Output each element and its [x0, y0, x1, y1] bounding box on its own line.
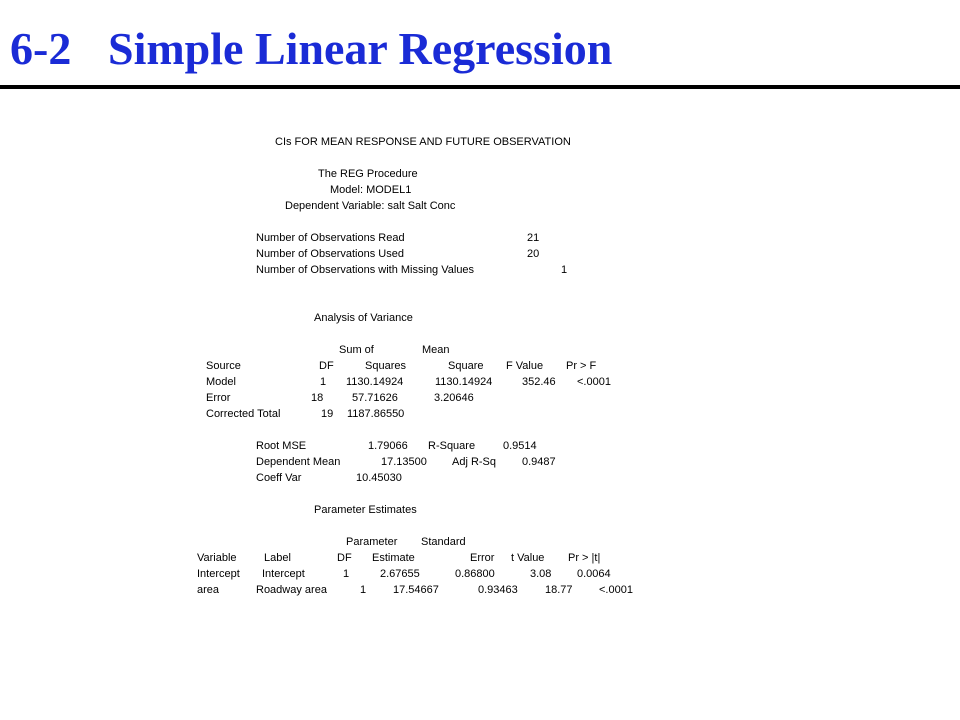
params-header-standard: Standard — [421, 536, 466, 548]
anova-row-model-source: Model — [206, 376, 236, 388]
anova-row-model-df: 1 — [320, 376, 327, 388]
obs-read-value: 21 — [527, 232, 540, 244]
params-row-intercept-estimate: 2.67655 — [380, 568, 420, 580]
anova-row-total-ss: 1187.86550 — [347, 408, 405, 420]
params-row-intercept-error: 0.86800 — [455, 568, 495, 580]
anova-row-model-p: <.0001 — [577, 376, 611, 388]
params-header-parameter: Parameter — [346, 536, 398, 548]
anova-row-error-ss: 57.71626 — [352, 392, 398, 404]
anova-header-mean: Mean — [422, 344, 450, 356]
anova-row-total-source: Corrected Total — [206, 408, 281, 420]
title-divider — [0, 85, 960, 89]
params-row-area-variable: area — [197, 584, 220, 596]
params-row-area-estimate: 17.54667 — [393, 584, 439, 596]
fit-rootmse-value: 1.79066 — [368, 440, 408, 452]
slide-number: 6-2 — [10, 23, 72, 74]
anova-row-model-ms: 1130.14924 — [435, 376, 493, 388]
params-col-label: Label — [264, 552, 291, 564]
dependent-variable: Dependent Variable: salt Salt Conc — [285, 200, 456, 212]
anova-row-error-ms: 3.20646 — [434, 392, 474, 404]
fit-depmean-label: Dependent Mean — [256, 456, 341, 468]
params-row-intercept-label: Intercept — [262, 568, 305, 580]
params-col-estimate: Estimate — [372, 552, 415, 564]
params-col-prt: Pr > |t| — [568, 552, 601, 564]
obs-used-value: 20 — [527, 248, 540, 260]
anova-col-fvalue: F Value — [506, 360, 544, 372]
params-row-intercept-df: 1 — [343, 568, 350, 580]
fit-coeffvar-value: 10.45030 — [356, 472, 402, 484]
obs-missing-label: Number of Observations with Missing Values — [256, 264, 475, 276]
anova-col-source: Source — [206, 360, 241, 372]
fit-rsquare-label: R-Square — [428, 440, 476, 452]
anova-col-df: DF — [319, 360, 334, 372]
params-col-tvalue: t Value — [511, 552, 545, 564]
procedure-name: The REG Procedure — [318, 168, 418, 180]
anova-row-total-df: 19 — [321, 408, 334, 420]
anova-col-squares: Squares — [365, 360, 406, 372]
params-row-area-t: 18.77 — [545, 584, 573, 596]
params-row-area-df: 1 — [360, 584, 367, 596]
anova-col-prf: Pr > F — [566, 360, 597, 372]
fit-rootmse-label: Root MSE — [256, 440, 307, 452]
anova-row-model-ss: 1130.14924 — [346, 376, 404, 388]
params-col-df: DF — [337, 552, 352, 564]
fit-rsquare-value: 0.9514 — [503, 440, 537, 452]
params-title: Parameter Estimates — [314, 504, 417, 516]
params-row-intercept-t: 3.08 — [530, 568, 552, 580]
obs-missing-value: 1 — [561, 264, 568, 276]
slide-title-text: Simple Linear Regression — [108, 23, 613, 74]
slide-title — [10, 24, 612, 74]
anova-header-sumof: Sum of — [339, 344, 374, 356]
fit-depmean-value: 17.13500 — [381, 456, 427, 468]
anova-row-error-source: Error — [206, 392, 231, 404]
anova-title: Analysis of Variance — [314, 312, 413, 324]
anova-col-square: Square — [448, 360, 484, 372]
model-name: Model: MODEL1 — [330, 184, 412, 196]
params-row-intercept-p: 0.0064 — [577, 568, 611, 580]
params-col-error: Error — [470, 552, 495, 564]
obs-read-label: Number of Observations Read — [256, 232, 405, 244]
params-row-area-p: <.0001 — [599, 584, 633, 596]
params-col-variable: Variable — [197, 552, 237, 564]
fit-adjrsq-label: Adj R-Sq — [452, 456, 497, 468]
params-row-area-label: Roadway area — [256, 584, 327, 596]
fit-coeffvar-label: Coeff Var — [256, 472, 302, 484]
anova-row-error-df: 18 — [311, 392, 324, 404]
fit-adjrsq-value: 0.9487 — [522, 456, 556, 468]
anova-row-model-f: 352.46 — [522, 376, 556, 388]
output-heading: CIs FOR MEAN RESPONSE AND FUTURE OBSERVATION — [275, 136, 571, 148]
params-row-area-error: 0.93463 — [478, 584, 518, 596]
params-row-intercept-variable: Intercept — [197, 568, 240, 580]
obs-used-label: Number of Observations Used — [256, 248, 404, 260]
